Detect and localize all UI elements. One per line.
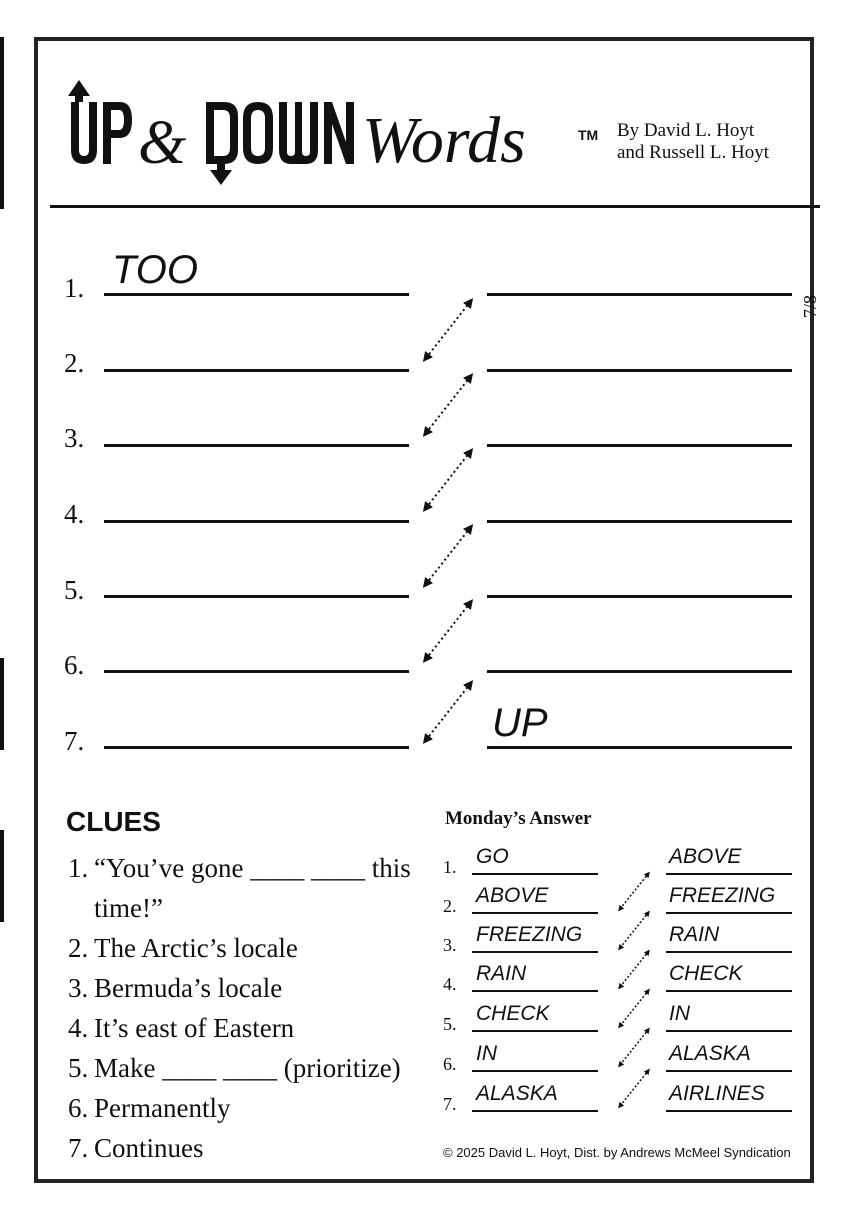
answer-underline: [666, 873, 792, 875]
answer-connector-arrow: [620, 913, 648, 948]
answer-row-number: 3.: [443, 935, 457, 955]
svg-text:&: &: [138, 109, 187, 177]
answer-connector-arrow: [620, 952, 648, 987]
answer-row-number: 2.: [443, 896, 457, 916]
row-number: 1.: [64, 273, 85, 303]
byline-line-1: By David L. Hoyt: [617, 120, 755, 141]
answer-word-left: CHECK: [476, 1002, 550, 1025]
answer-word-right: RAIN: [669, 923, 720, 946]
previous-answer-heading: Monday’s Answer: [445, 808, 592, 829]
given-word-bottom: UP: [492, 701, 548, 745]
answer-word-left: RAIN: [476, 962, 527, 985]
answer-word-left: ALASKA: [476, 1082, 558, 1105]
answer-row-number: 5.: [443, 1014, 457, 1034]
answer-word-left: FREEZING: [476, 923, 583, 946]
connector-arrow: [426, 684, 470, 740]
answer-word-right: ABOVE: [669, 845, 742, 868]
answer-row-number: 6.: [443, 1054, 457, 1074]
answer-underline: [666, 912, 792, 914]
answer-underline: [472, 990, 598, 992]
clue-item: 4. It’s east of Eastern: [68, 1013, 295, 1043]
row-number: 4.: [64, 499, 85, 529]
answer-word-left: GO: [476, 845, 509, 868]
connector-arrow: [426, 302, 470, 358]
byline-line-2: and Russell L. Hoyt: [617, 142, 769, 163]
connector-arrow: [426, 377, 470, 433]
row-number: 6.: [64, 650, 85, 680]
svg-text:TM: TM: [578, 127, 599, 143]
answer-underline: [666, 1070, 792, 1072]
answer-underline: [472, 912, 598, 914]
copyright-notice: © 2025 David L. Hoyt, Dist. by Andrews McMeel Syndication: [443, 1145, 791, 1160]
answer-connector-arrow: [620, 874, 648, 909]
answer-underline: [472, 1030, 598, 1032]
answer-word-right: AIRLINES: [669, 1082, 765, 1105]
answer-connector-arrow: [620, 1030, 648, 1065]
given-word-top: TOO: [112, 248, 198, 292]
row-number: 3.: [64, 423, 85, 453]
answer-word-right: CHECK: [669, 962, 743, 985]
answer-underline: [666, 951, 792, 953]
row-number: 5.: [64, 575, 85, 605]
answer-row-number: 1.: [443, 857, 457, 877]
answer-underline: [472, 873, 598, 875]
clue-item: 7. Continues: [68, 1133, 204, 1163]
answer-underline: [472, 1110, 598, 1112]
answer-underline: [666, 990, 792, 992]
connector-arrow: [426, 603, 470, 659]
date-label: 7/8: [800, 294, 820, 318]
answer-word-right: ALASKA: [669, 1042, 751, 1065]
clue-item: 2. The Arctic’s locale: [68, 933, 298, 963]
clue-item: 1. “You’ve gone ____ ____ this: [68, 853, 411, 883]
answer-word-left: ABOVE: [476, 884, 549, 907]
answer-underline: [666, 1030, 792, 1032]
answer-row-number: 7.: [443, 1094, 457, 1114]
row-number: 2.: [64, 348, 85, 378]
clue-item: 3. Bermuda’s locale: [68, 973, 283, 1003]
row-number: 7.: [64, 726, 85, 756]
answer-word-left: IN: [476, 1042, 497, 1065]
answer-row-number: 4.: [443, 974, 457, 994]
clue-item: 6. Permanently: [68, 1093, 231, 1123]
clues-heading: CLUES: [66, 806, 161, 837]
answer-word-right: IN: [669, 1002, 690, 1025]
clue-item: time!”: [94, 893, 163, 923]
answer-underline: [472, 1070, 598, 1072]
answer-connector-arrow: [620, 1071, 648, 1106]
connector-arrow: [426, 452, 470, 508]
answer-connector-arrow: [620, 991, 648, 1026]
clue-item: 5. Make ____ ____ (prioritize): [68, 1053, 401, 1083]
answer-underline: [666, 1110, 792, 1112]
answer-word-right: FREEZING: [669, 884, 776, 907]
connector-arrow: [426, 528, 470, 584]
answer-underline: [472, 951, 598, 953]
svg-text:Words: Words: [362, 104, 526, 177]
